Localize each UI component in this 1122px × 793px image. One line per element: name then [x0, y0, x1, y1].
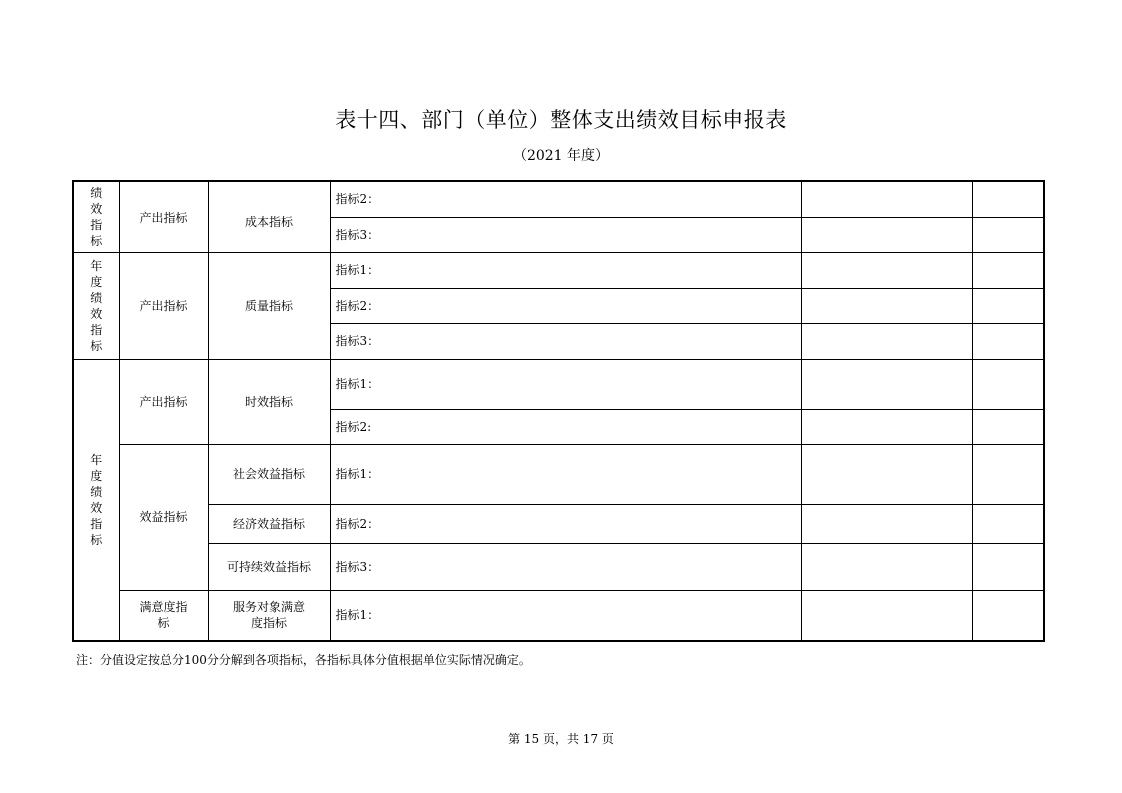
value-cell[interactable]	[801, 323, 972, 359]
table-row	[73, 359, 1044, 409]
page-footer: 第 15 页，共 17 页	[508, 732, 614, 746]
third-category-cell: 可持续效益指标	[208, 543, 330, 590]
value-cell[interactable]	[801, 543, 972, 590]
table-note: 注：分值设定按总分100分分解到各项指标，各指标具体分值根据单位实际情况确定。	[76, 653, 531, 667]
value-cell[interactable]	[801, 252, 972, 288]
indicator-cell: 指标1：	[330, 590, 801, 641]
page-title: 表十四、部门（单位）整体支出绩效目标申报表	[335, 108, 787, 132]
value-cell[interactable]	[801, 590, 972, 641]
third-category-cell: 社会效益指标	[208, 444, 330, 504]
table-row	[73, 181, 1044, 217]
indicator-cell: 指标3：	[330, 217, 801, 252]
indicator-cell: 指标2：	[330, 504, 801, 543]
score-cell[interactable]	[972, 359, 1044, 409]
value-cell[interactable]	[801, 444, 972, 504]
score-cell[interactable]	[972, 181, 1044, 217]
indicator-cell: 指标1：	[330, 252, 801, 288]
table-row	[73, 252, 1044, 288]
value-cell[interactable]	[801, 181, 972, 217]
value-cell[interactable]	[801, 504, 972, 543]
value-cell[interactable]	[801, 288, 972, 323]
sub-category-cell: 满意度指标	[119, 590, 208, 641]
indicator-cell: 指标3：	[330, 323, 801, 359]
sub-category-cell: 效益指标	[119, 444, 208, 590]
value-cell[interactable]	[801, 359, 972, 409]
indicator-cell: 指标1：	[330, 359, 801, 409]
third-category-cell: 质量指标	[208, 252, 330, 359]
performance-table	[72, 180, 1045, 642]
category-cell: 年度绩效指标	[73, 252, 119, 359]
sub-category-cell: 产出指标	[119, 359, 208, 444]
score-cell[interactable]	[972, 543, 1044, 590]
value-cell[interactable]	[801, 217, 972, 252]
sub-category-cell: 产出指标	[119, 252, 208, 359]
score-cell[interactable]	[972, 504, 1044, 543]
table-row	[73, 504, 1044, 543]
score-cell[interactable]	[972, 444, 1044, 504]
score-cell[interactable]	[972, 217, 1044, 252]
indicator-cell: 指标1：	[330, 444, 801, 504]
indicator-cell: 指标2:	[330, 409, 801, 444]
indicator-cell: 指标3：	[330, 543, 801, 590]
indicator-cell: 指标2：	[330, 181, 801, 217]
table-row	[73, 543, 1044, 590]
table-row	[73, 590, 1044, 641]
category-cell: 绩效指标	[73, 181, 119, 252]
score-cell[interactable]	[972, 409, 1044, 444]
third-category-cell: 成本指标	[208, 181, 330, 252]
score-cell[interactable]	[972, 288, 1044, 323]
value-cell[interactable]	[801, 409, 972, 444]
category-cell: 年度绩效指标	[73, 359, 119, 641]
score-cell[interactable]	[972, 323, 1044, 359]
page-subtitle: （2021 年度）	[512, 148, 610, 164]
third-category-cell: 经济效益指标	[208, 504, 330, 543]
score-cell[interactable]	[972, 590, 1044, 641]
table-row	[73, 444, 1044, 504]
third-category-cell: 时效指标	[208, 359, 330, 444]
indicator-cell: 指标2：	[330, 288, 801, 323]
sub-category-cell: 产出指标	[119, 181, 208, 252]
score-cell[interactable]	[972, 252, 1044, 288]
third-category-cell: 服务对象满意度指标	[208, 590, 330, 641]
